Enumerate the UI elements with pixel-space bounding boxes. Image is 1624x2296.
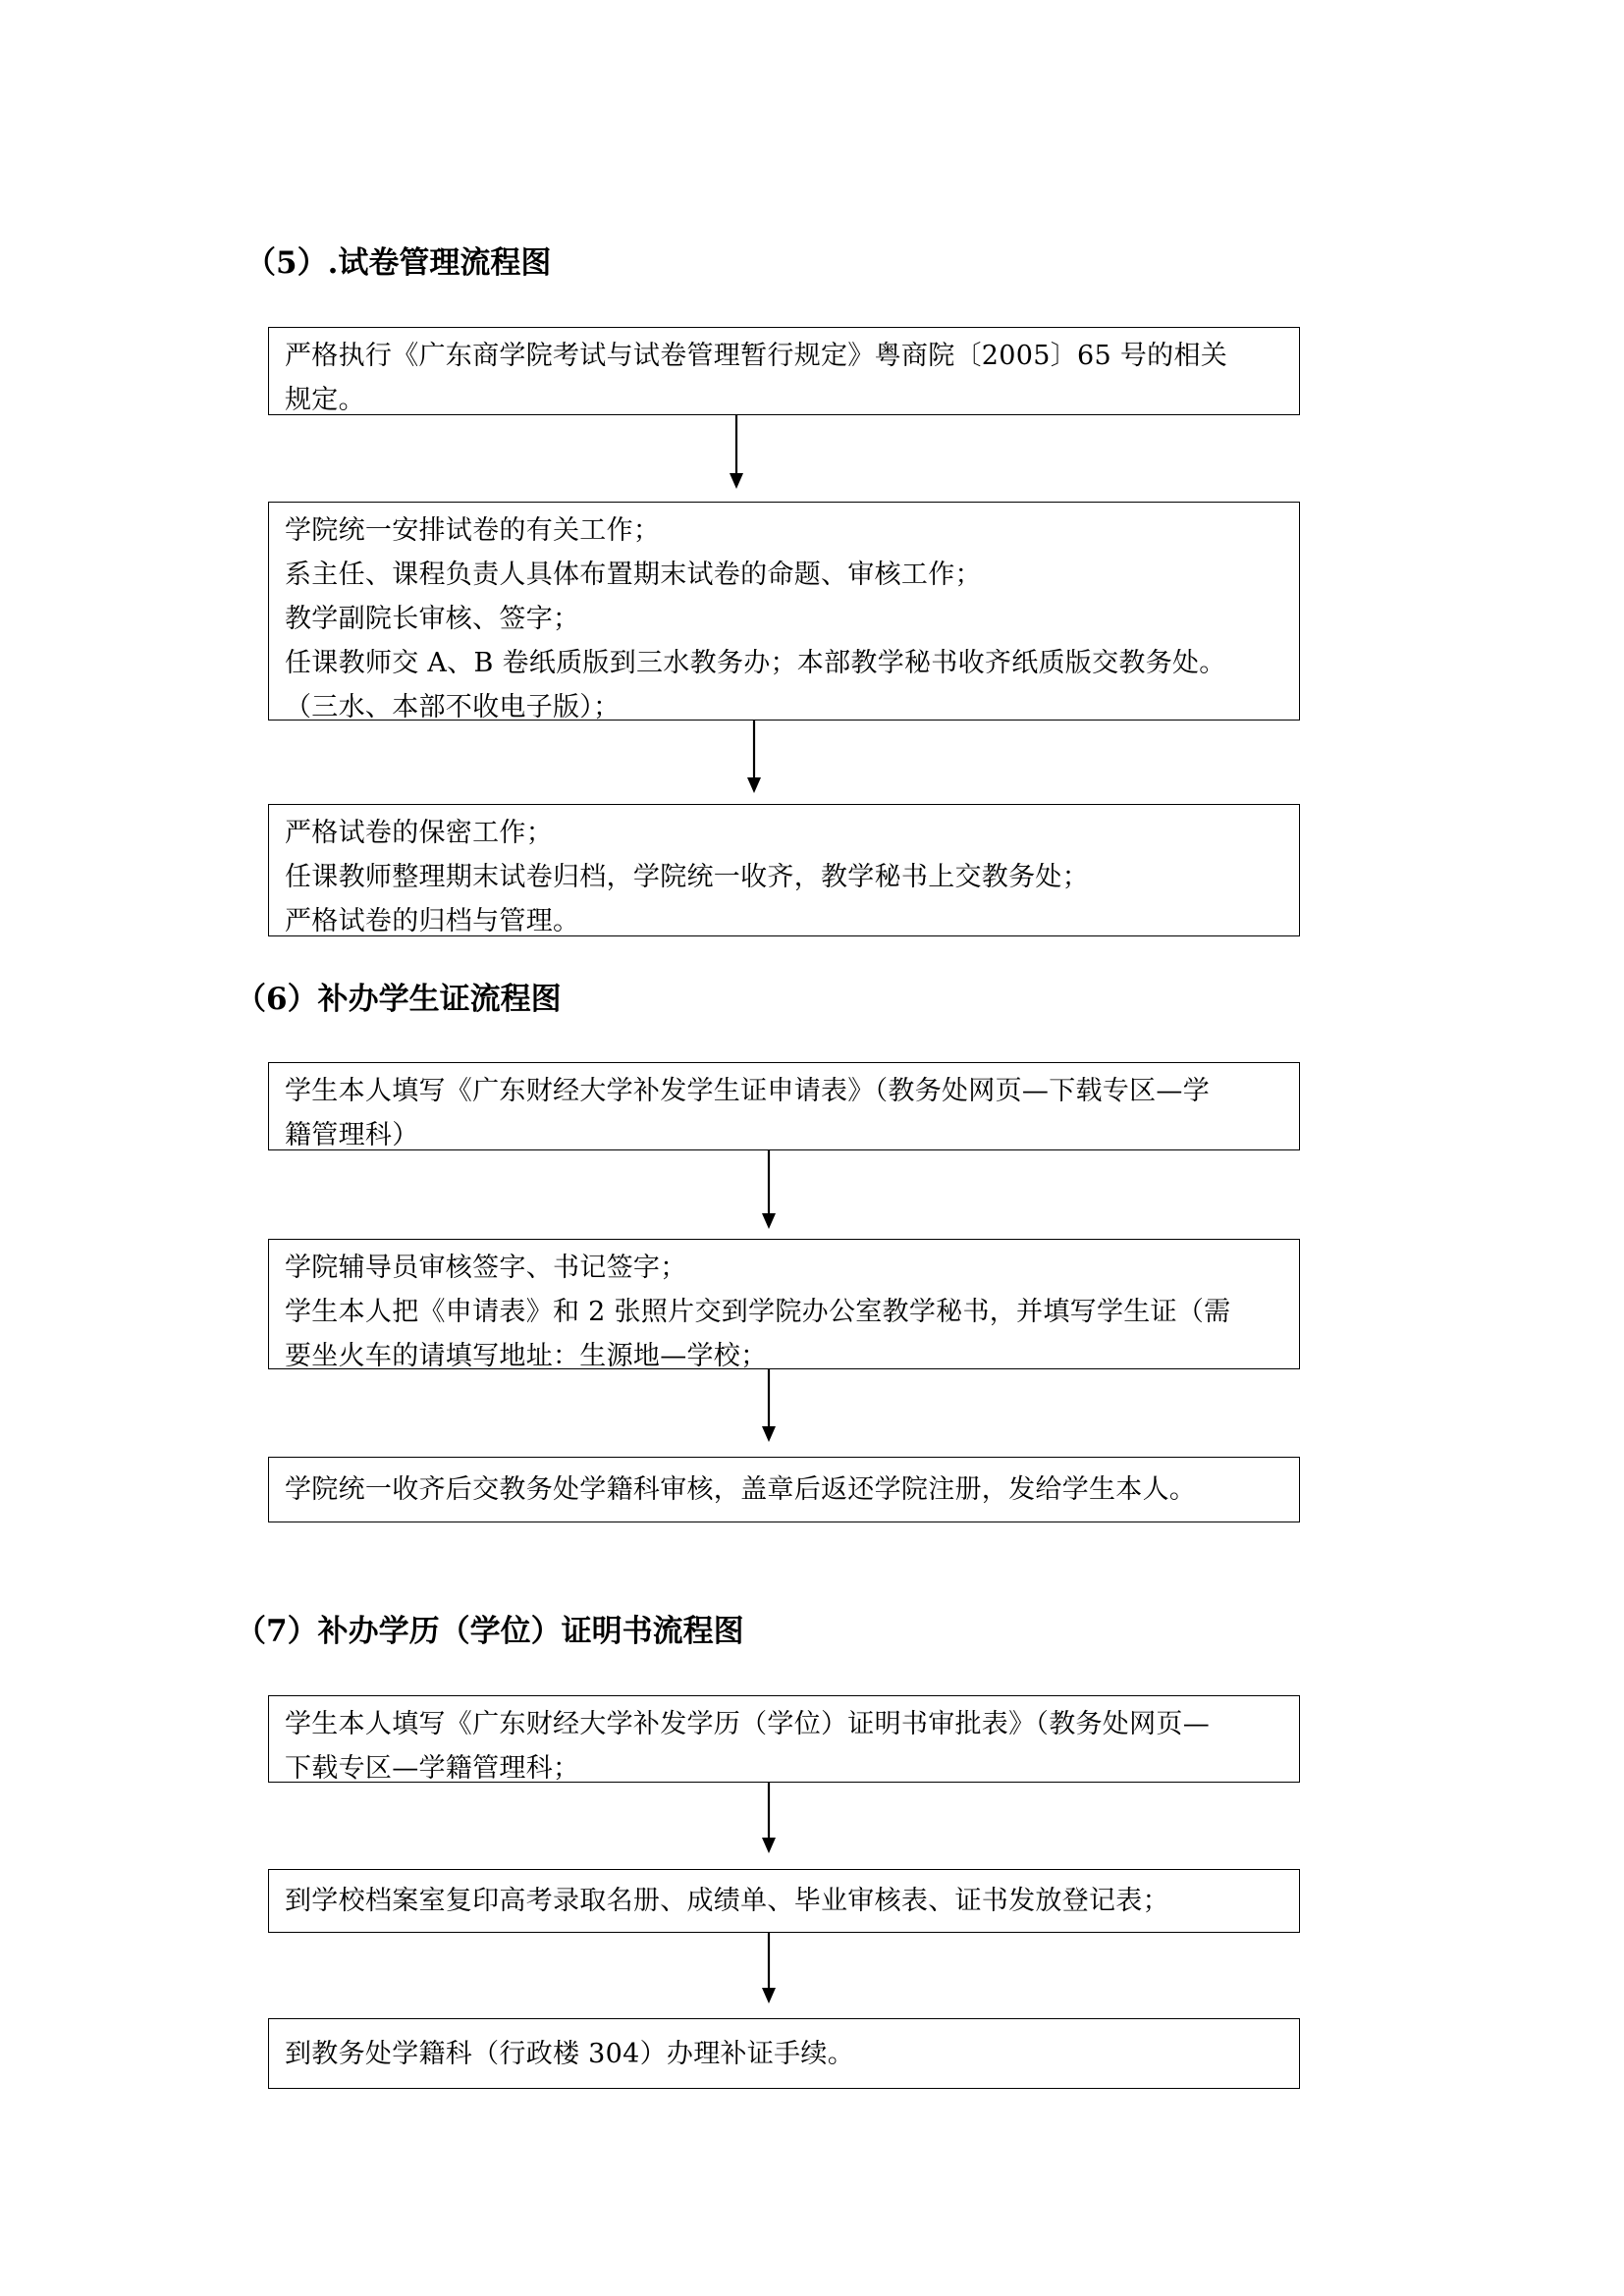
student-card-step-1-box [268, 1062, 1300, 1150]
step-text-line: 严格试卷的归档与管理。 [285, 906, 580, 936]
exam-step-1-box [268, 327, 1300, 415]
step-text-line: 学生本人填写《广东财经大学补发学生证申请表》（教务处网页—下载专区—学 [285, 1076, 1210, 1106]
arrow-down-icon [759, 1783, 779, 1853]
exam-step-3-box [268, 804, 1300, 936]
step-text-line: 下载专区—学籍管理科； [285, 1753, 580, 1784]
step-text-line: （三水、本部不收电子版）； [285, 692, 621, 722]
step-text-line: 任课教师整理期末试卷归档，学院统一收齐，教学秘书上交教务处； [285, 862, 1089, 892]
step-text-line: 到教务处学籍科（行政楼 304）办理补证手续。 [285, 2038, 855, 2069]
step-text-line: 任课教师交 A、B 卷纸质版到三水教务办；本部教学秘书收齐纸质版交教务处。 [285, 648, 1226, 678]
exam-step-2-box [268, 502, 1300, 721]
section-7-heading: （7）补办学历（学位）证明书流程图 [236, 1614, 744, 1649]
diploma-step-2-box [268, 1869, 1300, 1933]
step-text-line: 学院统一收齐后交教务处学籍科审核，盖章后返还学院注册，发给学生本人。 [285, 1474, 1197, 1505]
step-text-line: 籍管理科） [285, 1120, 419, 1150]
step-text-line: 学生本人填写《广东财经大学补发学历（学位）证明书审批表》（教务处网页— [285, 1709, 1210, 1739]
section-6-heading: （6）补办学生证流程图 [236, 982, 562, 1017]
arrow-down-icon [759, 1369, 779, 1442]
diploma-step-1-box [268, 1695, 1300, 1783]
arrow-down-icon [744, 721, 764, 793]
section-5-heading: （5）.试卷管理流程图 [245, 245, 552, 281]
step-text-line: 规定。 [285, 385, 365, 415]
step-text-line: 严格执行《广东商学院考试与试卷管理暂行规定》粤商院〔2005〕65 号的相关 [285, 341, 1228, 371]
step-text-line: 系主任、课程负责人具体布置期末试卷的命题、审核工作； [285, 560, 982, 590]
step-text-line: 学院统一安排试卷的有关工作； [285, 515, 661, 546]
step-text-line: 要坐火车的请填写地址：生源地—学校； [285, 1341, 768, 1371]
student-card-step-3-box [268, 1457, 1300, 1522]
step-text-line: 学院辅导员审核签字、书记签字； [285, 1253, 687, 1283]
step-text-line: 到学校档案室复印高考录取名册、成绩单、毕业审核表、证书发放登记表； [285, 1886, 1169, 1916]
arrow-down-icon [759, 1933, 779, 2003]
arrow-down-icon [759, 1150, 779, 1229]
step-text-line: 教学副院长审核、签字； [285, 604, 580, 634]
student-card-step-2-box [268, 1239, 1300, 1369]
step-text-line: 严格试卷的保密工作； [285, 818, 553, 848]
diploma-step-3-box [268, 2018, 1300, 2089]
step-text-line: 学生本人把《申请表》和 2 张照片交到学院办公室教学秘书，并填写学生证（需 [285, 1297, 1231, 1327]
arrow-down-icon [727, 415, 746, 489]
